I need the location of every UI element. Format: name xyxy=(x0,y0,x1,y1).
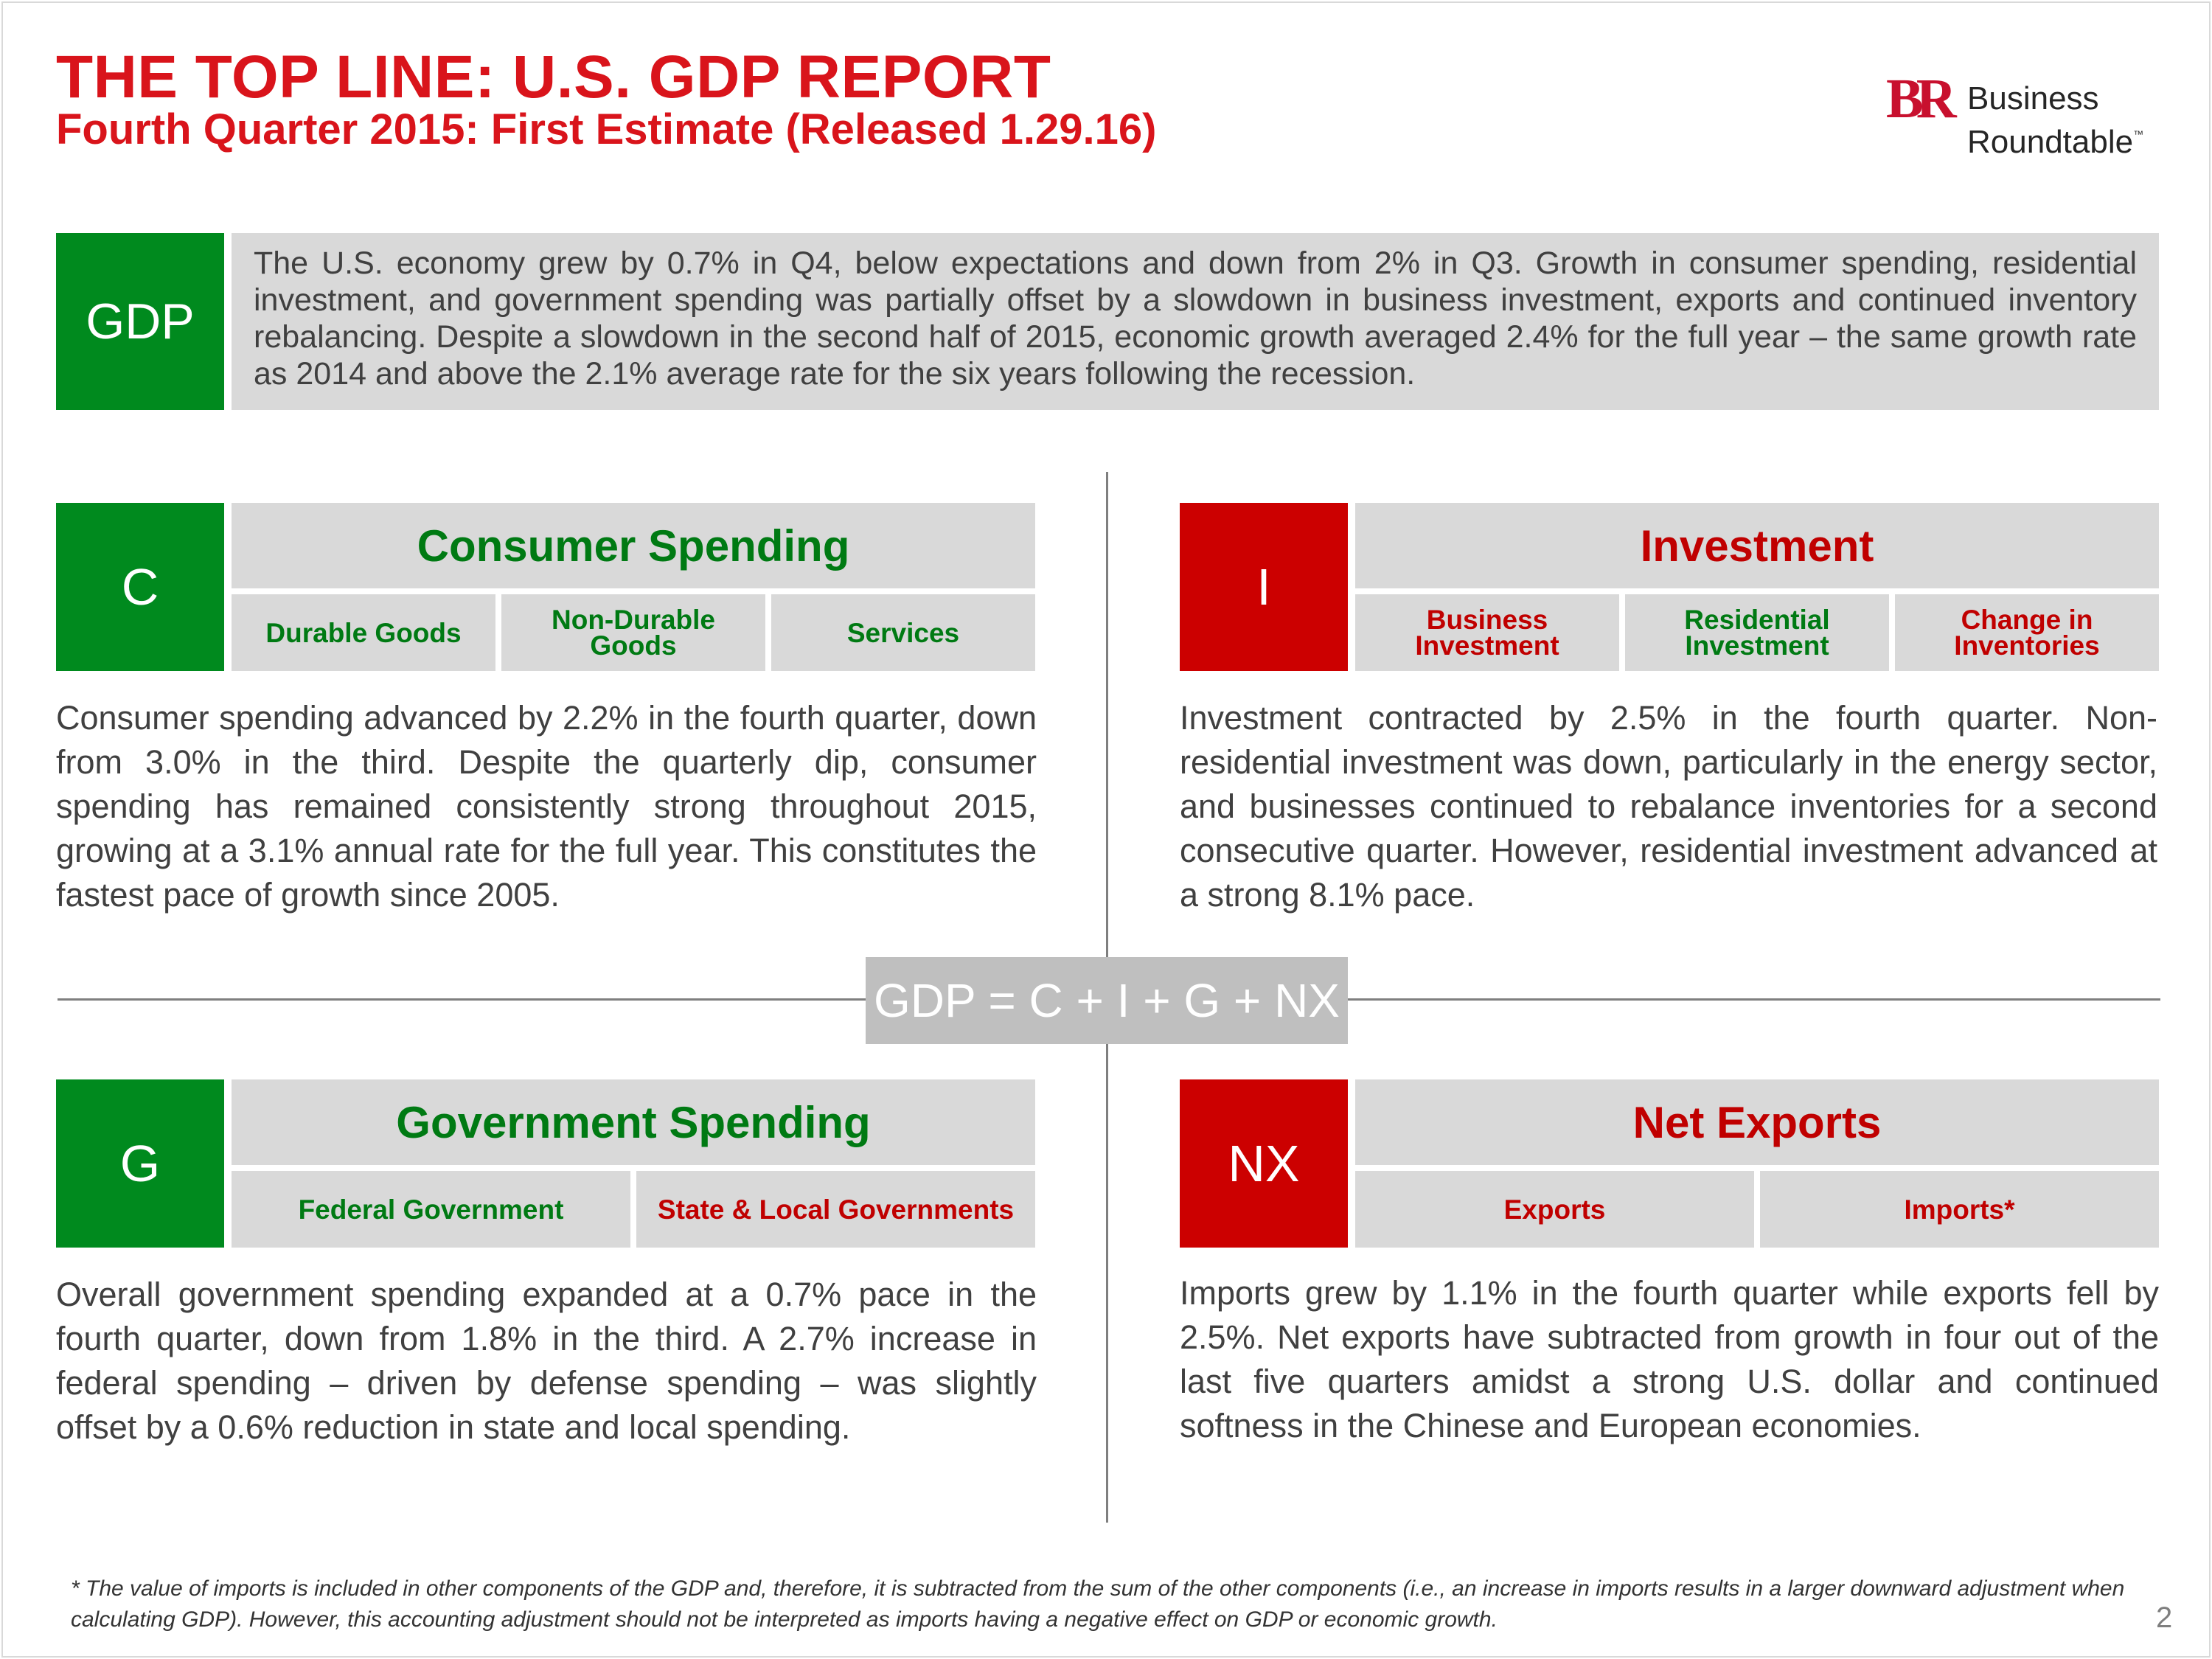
page-subtitle: Fourth Quarter 2015: First Estimate (Released 1.29.16) xyxy=(56,105,1157,153)
investment-sub-residential: Residential Investment xyxy=(1625,594,1889,671)
net-exports-title: Net Exports xyxy=(1355,1079,2159,1165)
horizontal-divider-right xyxy=(1346,998,2160,1001)
net-exports-sub-imports: Imports* xyxy=(1760,1171,2159,1248)
government-sub-federal: Federal Government xyxy=(232,1171,630,1248)
government-title: Government Spending xyxy=(232,1079,1035,1165)
consumer-panel xyxy=(232,503,1035,671)
government-sub-state-local: State & Local Governments xyxy=(636,1171,1035,1248)
investment-panel xyxy=(1355,503,2159,671)
net-exports-text: Imports grew by 1.1% in the fourth quarter while exports fell by 2.5%. Net exports have subtracted from growth in four out of the last five quarters amidst a strong U.S. dollar and continued softness in the Chinese and European economies. xyxy=(1180,1274,2159,1444)
net-exports-panel xyxy=(1355,1079,2159,1248)
investment-text: Investment contracted by 2.5% in the fourth quarter. Non-residential investment was down, particularly in the energy sector, and businesses continued to rebalance inventories for a second consecutive quarter. However, residential investment advanced at a strong 8.1% pace. xyxy=(1180,699,2157,914)
business-roundtable-logo xyxy=(1886,68,2166,160)
consumer-sub-services: Services xyxy=(771,594,1035,671)
page-number: 2 xyxy=(2156,1601,2173,1634)
consumer-text: Consumer spending advanced by 2.2% in the fourth quarter, down from 3.0% in the third. Despite the quarterly dip, consumer spending has remained consistently strong throughout 2015, growing at a 3.1% annual rate for the full year. This constitutes the fastest pace of growth since 2005. xyxy=(56,699,1037,914)
government-panel xyxy=(232,1079,1035,1248)
government-tile: G xyxy=(56,1079,224,1248)
investment-title: Investment xyxy=(1355,503,2159,588)
government-subcategories xyxy=(232,1171,1035,1248)
footnote: * The value of imports is included in other components of the GDP and, therefore, it is subtracted from the sum of the other components (i.e., an increase in imports results in a larger downward adjustment when calculating GDP). However, this accounting adjustment should not be interpreted as imports having a negative effect on GDP or economic growth. xyxy=(71,1576,2125,1632)
logo-line-1: Business xyxy=(1967,80,2099,116)
investment-tile: I xyxy=(1180,503,1348,671)
logo-wordmark xyxy=(1967,81,2143,160)
net-exports-sub-exports: Exports xyxy=(1355,1171,1754,1248)
gdp-equation: GDP = C + I + G + NX xyxy=(866,957,1348,1044)
horizontal-divider-left xyxy=(58,998,867,1001)
net-exports-subcategories xyxy=(1355,1171,2159,1248)
logo-line-2: Roundtable™ xyxy=(1967,124,2144,160)
page-title: THE TOP LINE: U.S. GDP REPORT xyxy=(56,44,1051,111)
consumer-subcategories xyxy=(232,594,1035,671)
investment-subcategories xyxy=(1355,594,2159,671)
investment-sub-inventories: Change in Inventories xyxy=(1895,594,2159,671)
consumer-sub-durable: Durable Goods xyxy=(232,594,495,671)
br-logo-mark: BR xyxy=(1886,68,1950,130)
consumer-title: Consumer Spending xyxy=(232,503,1035,588)
gdp-summary: The U.S. economy grew by 0.7% in Q4, below expectations and down from 2% in Q3. Growth in consumer spending, residential investment, and government spending was partially offset by a slowdown in business investment, exports and continued inventory rebalancing. Despite a slowdown in the second half of 2015, economic growth averaged 2.4% for the full year – the same growth rate as 2014 and above the 2.1% average rate for the six years following the recession. xyxy=(232,233,2159,410)
consumer-tile: C xyxy=(56,503,224,671)
consumer-sub-nondurable: Non-Durable Goods xyxy=(501,594,765,671)
investment-sub-business: Business Investment xyxy=(1355,594,1619,671)
gdp-tile: GDP xyxy=(56,233,224,410)
net-exports-tile: NX xyxy=(1180,1079,1348,1248)
government-text: Overall government spending expanded at a 0.7% pace in the fourth quarter, down from 1.8% in the third. A 2.7% increase in federal spending – driven by defense spending – was slightly offset by a 0.6% reduction in state and local spending. xyxy=(56,1276,1037,1446)
